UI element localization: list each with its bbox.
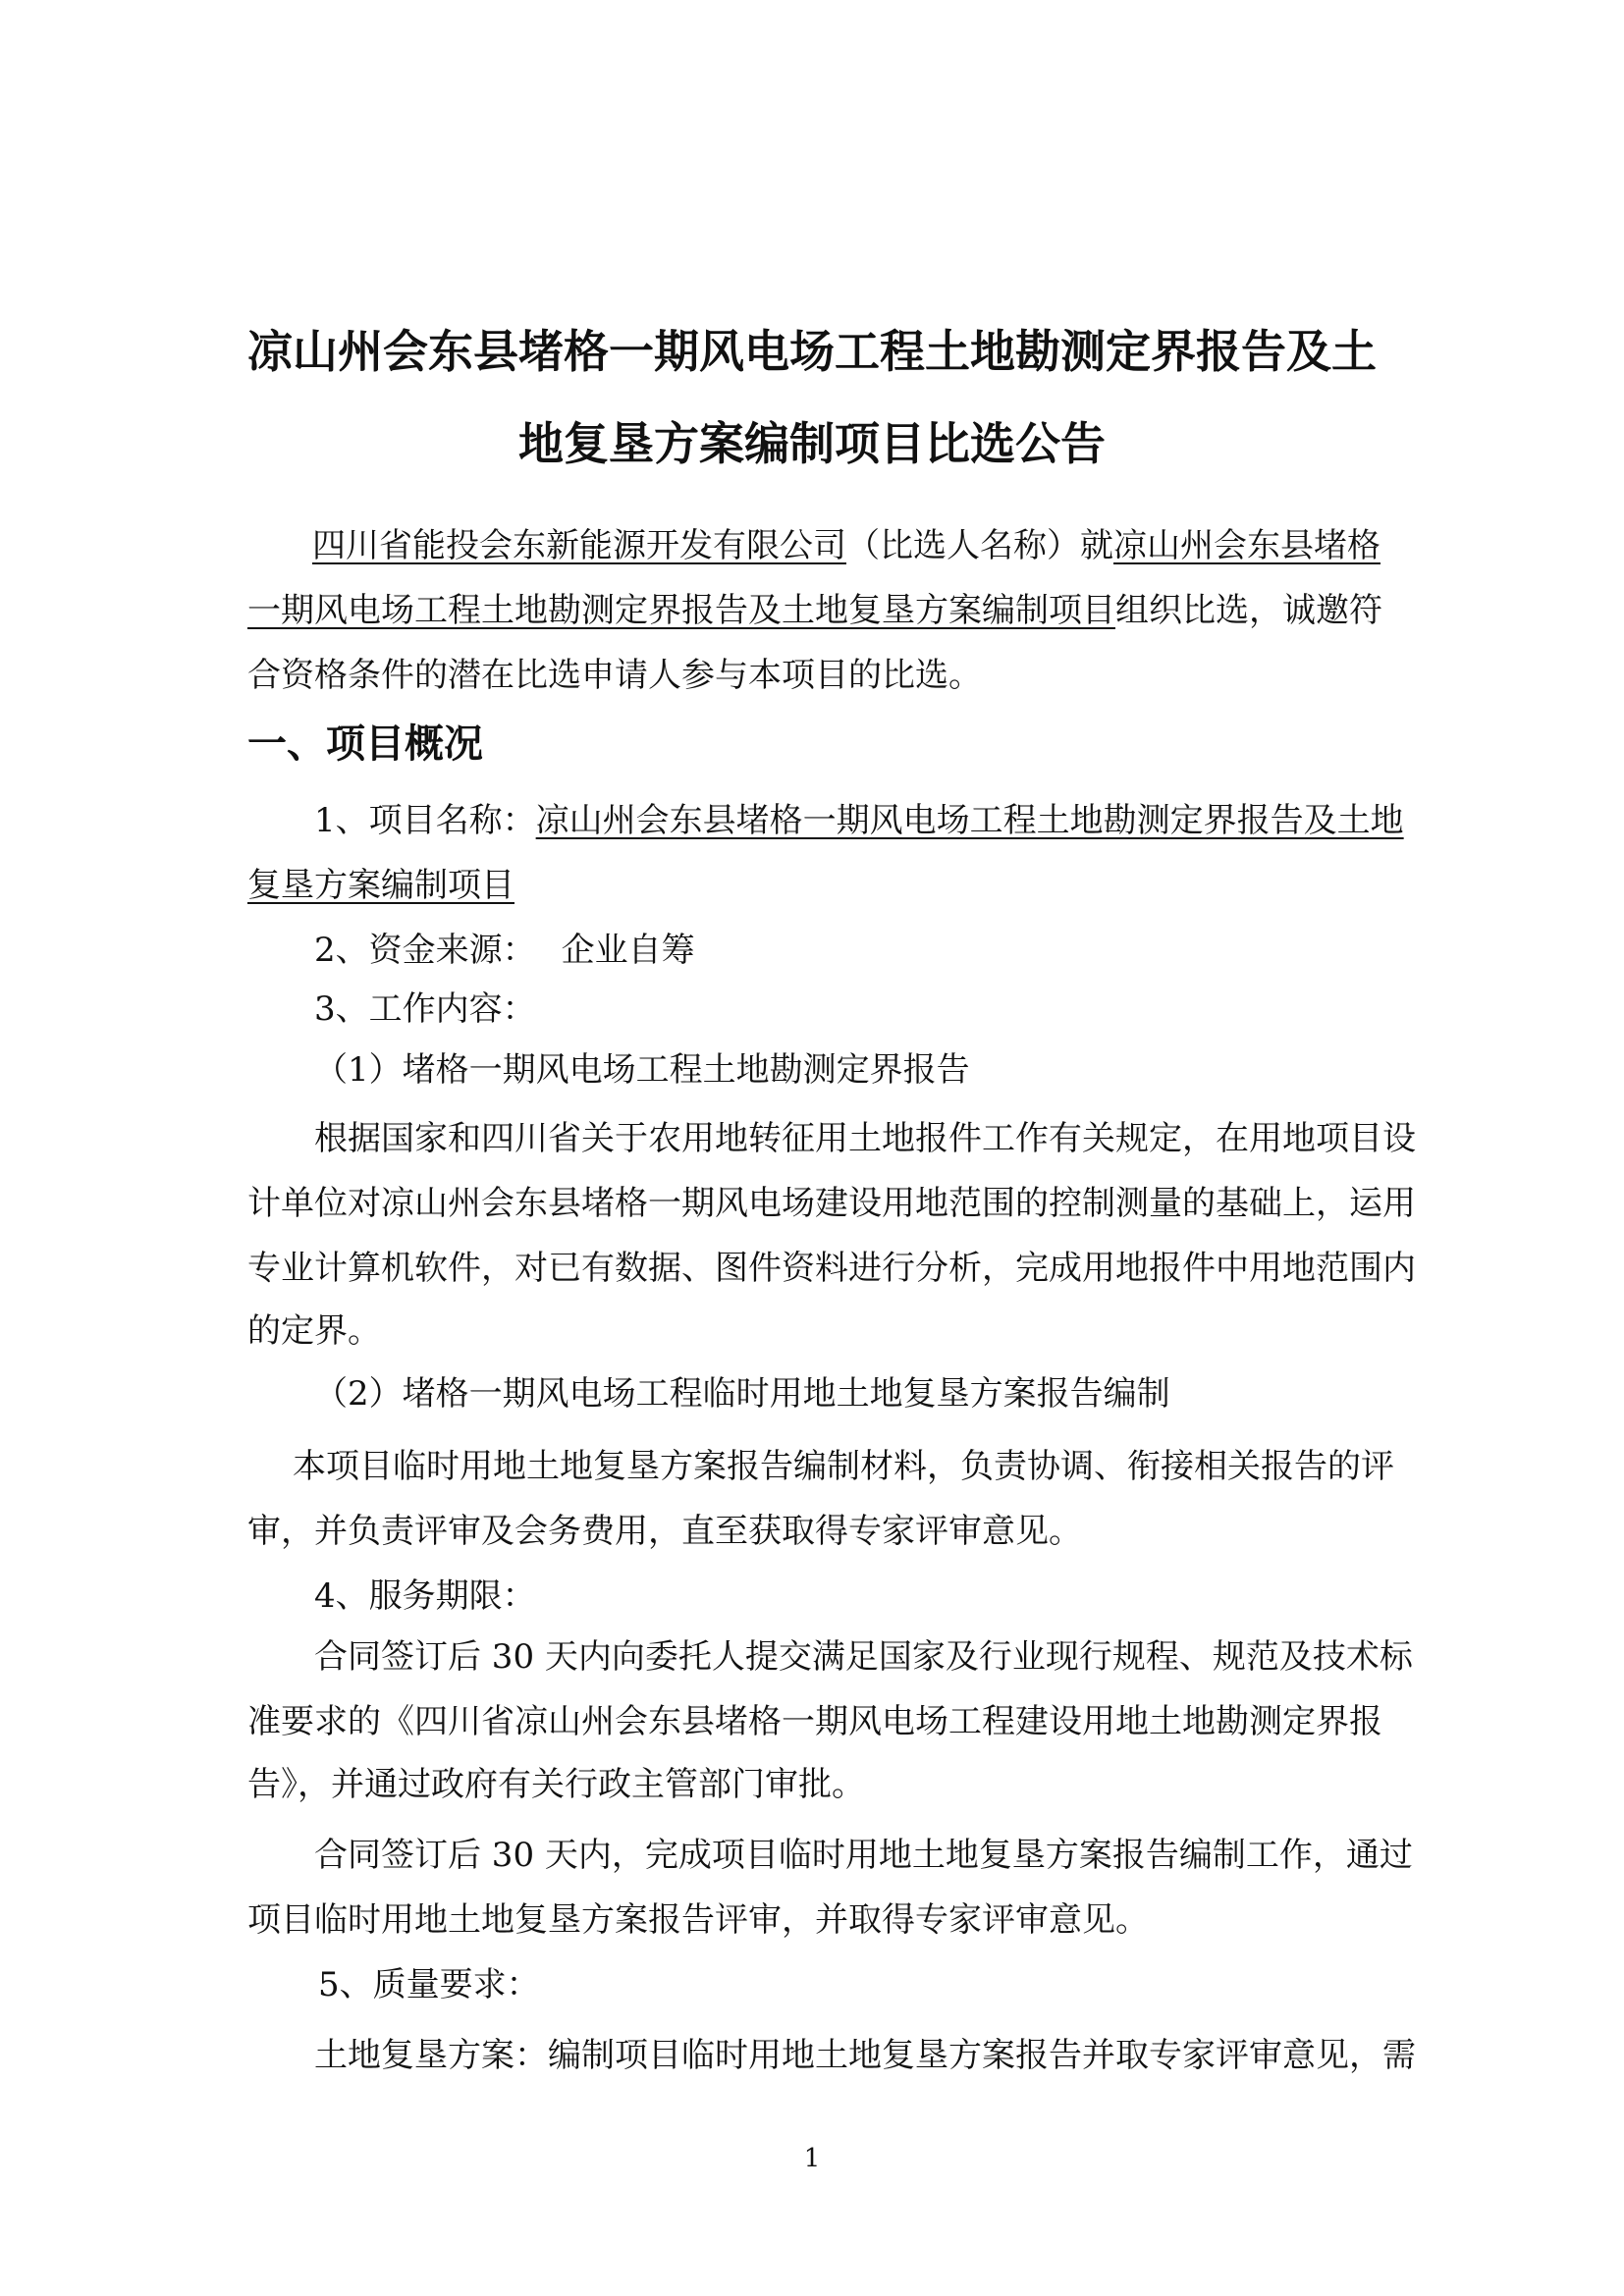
service-period-text-2: 准要求的《四川省凉山州会东县堵格一期风电场工程建设用地土地勘测定界报 [247, 1702, 1382, 1741]
sub-item-1-text-1: 根据国家和四川省关于农用地转征用土地报件工作有关规定，在用地项目设 [314, 1119, 1416, 1158]
sub-item-1-title: （1）堵格一期风电场工程土地勘测定界报告 [314, 1050, 970, 1090]
bidder-name: 四川省能投会东新能源开发有限公司 [312, 526, 846, 565]
quality-text: 土地复垦方案：编制项目临时用地土地复垦方案报告并取专家评审意见，需 [314, 2036, 1416, 2075]
page-number: 1 [803, 2144, 821, 2173]
item-service-period: 4、服务期限： [314, 1576, 536, 1616]
project-name-inline: 凉山州会东县堵格 [1113, 526, 1380, 565]
sub-item-2-text-2: 审，并负责评审及会务费用，直至获取得专家评审意见。 [247, 1512, 1082, 1551]
item-project-name-cont: 复垦方案编制项目 [247, 866, 514, 905]
item-quality: 5、质量要求： [318, 1965, 540, 2004]
intro-line-2: 一期风电场工程土地勘测定界报告及土地复垦方案编制项目组织比选，诚邀符 [247, 591, 1382, 630]
sub-item-2-title: （2）堵格一期风电场工程临时用地土地复垦方案报告编制 [314, 1374, 1170, 1414]
sub-item-2-text-1: 本项目临时用地土地复垦方案报告编制材料，负责协调、衔接相关报告的评 [293, 1447, 1394, 1486]
section-heading: 一、项目概况 [247, 721, 483, 767]
item-funding: 2、资金来源： 企业自筹 [314, 931, 695, 970]
intro-line-3: 合资格条件的潜在比选申请人参与本项目的比选。 [247, 656, 982, 695]
sub-item-1-text-4: 的定界。 [247, 1311, 381, 1351]
service-period-text-3: 告》，并通过政府有关行政主管部门审批。 [247, 1765, 865, 1804]
sub-item-1-text-2: 计单位对凉山州会东县堵格一期风电场建设用地范围的控制测量的基础上，运用 [247, 1184, 1416, 1223]
sub-item-1-text-3: 专业计算机软件，对已有数据、图件资料进行分析，完成用地报件中用地范围内 [247, 1249, 1416, 1288]
document-title-line-2: 地复垦方案编制项目比选公告 [518, 417, 1106, 470]
service-period-text-4: 合同签订后 30 天内，完成项目临时用地土地复垦方案报告编制工作，通过 [314, 1836, 1413, 1875]
item-work-content: 3、工作内容： [314, 989, 536, 1029]
item-project-name: 1、项目名称：凉山州会东县堵格一期风电场工程土地勘测定界报告及土地 [314, 801, 1404, 840]
intro-line-1: 四川省能投会东新能源开发有限公司（比选人名称）就凉山州会东县堵格 [312, 526, 1380, 565]
service-period-text-5: 项目临时用地土地复垦方案报告评审，并取得专家评审意见。 [247, 1900, 1149, 1940]
document-title-line-1: 凉山州会东县堵格一期风电场工程土地勘测定界报告及土 [247, 325, 1377, 378]
service-period-text-1: 合同签订后 30 天内向委托人提交满足国家及行业现行规程、规范及技术标 [314, 1637, 1413, 1677]
